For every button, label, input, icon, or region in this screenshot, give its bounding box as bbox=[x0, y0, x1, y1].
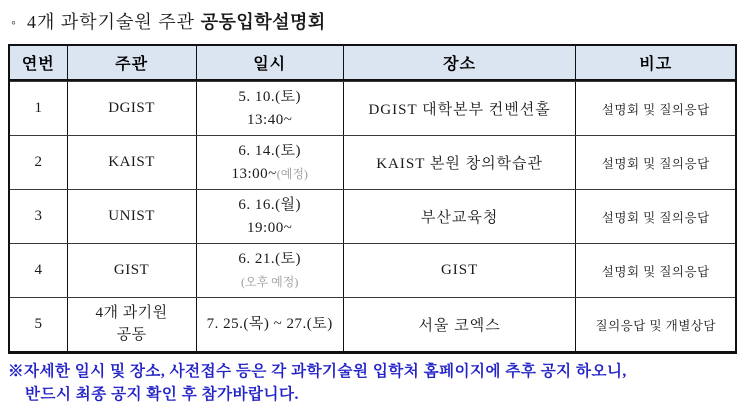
cell-note: 설명회 및 질의응답 bbox=[575, 136, 735, 189]
cell-host bbox=[67, 298, 196, 351]
cell-host bbox=[67, 190, 196, 243]
date-line2 bbox=[241, 271, 298, 294]
footnote-line2: 반드시 최종 공지 확인 후 참가바랍니다. bbox=[25, 386, 299, 404]
title-text-bold: 공동입학설명회 bbox=[200, 12, 326, 32]
cell-place: 부산교육청 bbox=[343, 190, 576, 243]
cell-place: GIST bbox=[343, 244, 576, 297]
title-text: 4개 과학기술원 주관 bbox=[26, 12, 201, 32]
date-line2 bbox=[247, 217, 292, 240]
page-title bbox=[6, 8, 737, 34]
date-time: 13:00~ bbox=[231, 165, 277, 182]
date-line1: 7. 25.(목) ~ 27.(토) bbox=[206, 316, 333, 333]
host-line1: 4개 과기원 bbox=[95, 304, 168, 321]
host-line1: KAIST bbox=[108, 153, 155, 170]
date-line1: 5. 10.(토) bbox=[238, 89, 302, 105]
host-line2: 공동 bbox=[116, 326, 147, 343]
header-cell-date: 일시 bbox=[196, 46, 343, 79]
header-cell-place: 장소 bbox=[343, 46, 576, 79]
table-row bbox=[10, 81, 735, 135]
title-bullet-icon: ◦ bbox=[11, 16, 17, 31]
cell-note: 질의응답 및 개별상담 bbox=[575, 298, 735, 351]
date-note: (예정) bbox=[276, 166, 308, 181]
cell-note: 설명회 및 질의응답 bbox=[575, 244, 735, 297]
date-line1: 6. 21.(토) bbox=[238, 251, 302, 267]
cell-date bbox=[196, 298, 343, 351]
footnote-line1: ※자세한 일시 및 장소, 사전접수 등은 각 과학기술원 입학처 홈페이지에 추후 공지 하오니, bbox=[8, 363, 627, 380]
footnote bbox=[6, 360, 737, 404]
cell-date bbox=[196, 244, 343, 297]
cell-note: 설명회 및 질의응답 bbox=[575, 190, 735, 243]
cell-host bbox=[67, 244, 196, 297]
host-line1: GIST bbox=[113, 261, 150, 278]
cell-date bbox=[196, 190, 343, 243]
table-row bbox=[10, 135, 735, 189]
host-line1: DGIST bbox=[108, 99, 155, 116]
cell-no: 4 bbox=[34, 262, 43, 278]
date-time: 19:00~ bbox=[247, 219, 293, 236]
date-line2 bbox=[247, 109, 292, 132]
date-line2 bbox=[231, 163, 307, 186]
table-row bbox=[10, 189, 735, 243]
cell-host bbox=[67, 136, 196, 189]
date-line1: 6. 14.(토) bbox=[238, 143, 302, 159]
cell-no: 2 bbox=[34, 154, 43, 170]
header-cell-host: 주관 bbox=[67, 46, 196, 79]
date-line1: 6. 16.(월) bbox=[238, 197, 302, 213]
cell-place: KAIST 본원 창의학습관 bbox=[343, 136, 576, 189]
cell-date bbox=[196, 82, 343, 135]
date-note: (오후 예정) bbox=[240, 274, 299, 289]
cell-no: 3 bbox=[34, 208, 43, 224]
host-line1: UNIST bbox=[108, 207, 155, 224]
header-cell-no: 연번 bbox=[21, 56, 55, 73]
table-row bbox=[10, 297, 735, 351]
schedule-table bbox=[8, 44, 737, 354]
cell-note: 설명회 및 질의응답 bbox=[575, 82, 735, 135]
table-row bbox=[10, 243, 735, 297]
cell-host bbox=[67, 82, 196, 135]
date-time: 13:40~ bbox=[247, 111, 293, 128]
header-cell-note: 비고 bbox=[575, 46, 735, 79]
cell-place: DGIST 대학본부 컨벤션홀 bbox=[343, 82, 576, 135]
cell-date bbox=[196, 136, 343, 189]
cell-no: 1 bbox=[34, 100, 43, 116]
cell-place: 서울 코엑스 bbox=[343, 298, 576, 351]
cell-no: 5 bbox=[34, 316, 43, 332]
table-header-row bbox=[10, 46, 735, 81]
